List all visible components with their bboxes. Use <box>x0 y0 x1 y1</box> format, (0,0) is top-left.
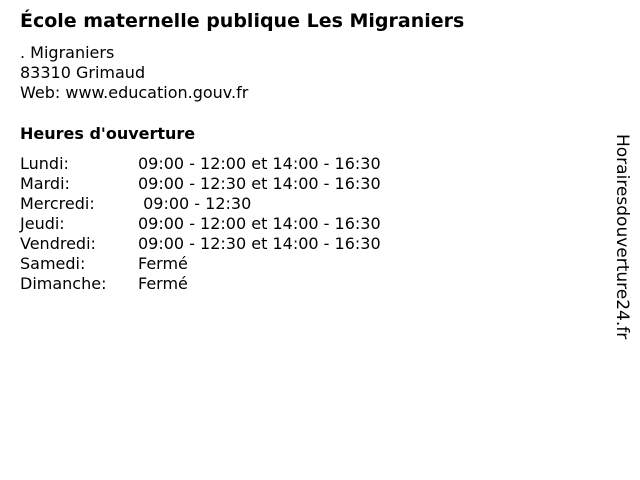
brand-watermark: Horairesdouverture24.fr <box>612 134 632 340</box>
day-label: Mardi: <box>20 174 70 193</box>
day-label: Samedi: <box>20 254 86 273</box>
time-range: Fermé <box>138 274 188 293</box>
hours-row-dimanche <box>20 274 381 294</box>
hours-row-samedi <box>20 254 381 274</box>
website-line: Web: www.education.gouv.fr <box>20 83 249 102</box>
day-label: Lundi: <box>20 154 69 173</box>
hours-row-mercredi <box>20 194 381 214</box>
time-range: 09:00 - 12:30 et 14:00 - 16:30 <box>138 234 381 253</box>
opening-hours-heading: Heures d'ouverture <box>20 124 196 143</box>
hours-row-jeudi <box>20 214 381 234</box>
time-range: 09:00 - 12:30 <box>138 194 252 213</box>
day-label: Jeudi: <box>20 214 65 233</box>
opening-hours-table <box>20 154 381 294</box>
hours-row-vendredi <box>20 234 381 254</box>
page-title: École maternelle publique Les Migraniers <box>20 10 465 32</box>
time-range: 09:00 - 12:00 et 14:00 - 16:30 <box>138 214 381 233</box>
address-line-1: . Migraniers <box>20 43 115 62</box>
day-label: Vendredi: <box>20 234 96 253</box>
day-label: Mercredi: <box>20 194 95 213</box>
time-range: 09:00 - 12:30 et 14:00 - 16:30 <box>138 174 381 193</box>
hours-row-mardi <box>20 174 381 194</box>
hours-row-lundi <box>20 154 381 174</box>
day-label: Dimanche: <box>20 274 107 293</box>
address-block <box>20 43 248 103</box>
time-range: Fermé <box>138 254 188 273</box>
time-range: 09:00 - 12:00 et 14:00 - 16:30 <box>138 154 381 173</box>
address-line-2: 83310 Grimaud <box>20 63 146 82</box>
